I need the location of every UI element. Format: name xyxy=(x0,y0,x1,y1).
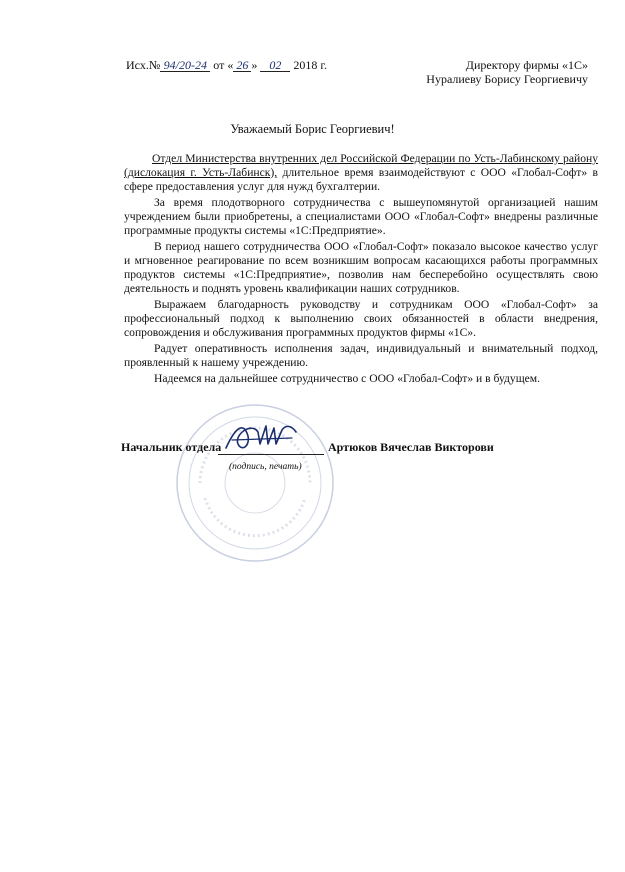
letter-body xyxy=(124,152,598,388)
paragraph-1 xyxy=(124,152,598,194)
addressee-position: Директору фирмы «1С» xyxy=(465,58,588,72)
paragraph-2: За время плодотворного сотрудничества с вышеупомянутой организацией нашим учреждением были приобретены, а специалистами ООО «Глобал-Софт» внедрены различные программные продукты системы «1С:Предприятие». xyxy=(124,196,598,237)
paragraph-5: Радует оперативность исполнения задач, индивидуальный и внимательный подход, проявленный к нашему учреждению. xyxy=(124,342,598,369)
handwritten-signature-icon xyxy=(222,418,302,458)
addressee-block xyxy=(410,58,588,86)
signatory-position: Начальник отдела xyxy=(121,440,222,454)
paragraph-3: В период нашего сотрудничества ООО «Глобал-Софт» показало высокое качество услуг и мгновенное реагирование по всем возникшим вопросам касающихся работы программных продуктов системы «1С:Предприятие», позволив нам бесперебойно осуществлять свою деятельность и поднять уровень квалификации наших сотрудников. xyxy=(124,240,598,295)
addressee-name: Нуралиеву Борису Георгиевичу xyxy=(426,72,588,86)
paragraph-1-underlined: Отдел Министерства внутренних дел Российской Федерации по Усть-Лабинскому району (дислокация г. Усть-Лабинск), xyxy=(124,152,598,179)
salutation: Уважаемый Борис Георгиевич! xyxy=(230,122,395,136)
ref-quote-close: » xyxy=(251,58,258,72)
ref-number: 94/20-24 xyxy=(160,59,210,72)
ref-from-label: от « xyxy=(213,58,234,72)
ref-prefix: Исх.№ xyxy=(126,58,161,72)
signatory-name: Артюков Вячеслав Викторови xyxy=(328,440,494,454)
ref-month: 02 xyxy=(260,59,290,72)
ref-day: 26 xyxy=(233,59,251,72)
paragraph-6: Надеемся на дальнейшее сотрудничество с ООО «Глобал-Софт» и в будущем. xyxy=(154,372,541,385)
paragraph-1-rest: длительное время взаимодействуют с ООО «Глобал-Софт» в сфере предоставления услуг для нужд бухгалтерии. xyxy=(124,166,598,193)
signature-line xyxy=(218,454,324,455)
ref-year: 2018 г. xyxy=(293,58,327,72)
outgoing-reference xyxy=(126,58,327,73)
signature-caption: (подпись, печать) xyxy=(229,462,302,472)
paragraph-4: Выражаем благодарность руководству и сотрудникам ООО «Глобал-Софт» за профессиональный подход к выполнению своих обязанностей в области внедрения, сопровождения и обслуживания программных продуктов фирмы «1С». xyxy=(124,298,598,339)
